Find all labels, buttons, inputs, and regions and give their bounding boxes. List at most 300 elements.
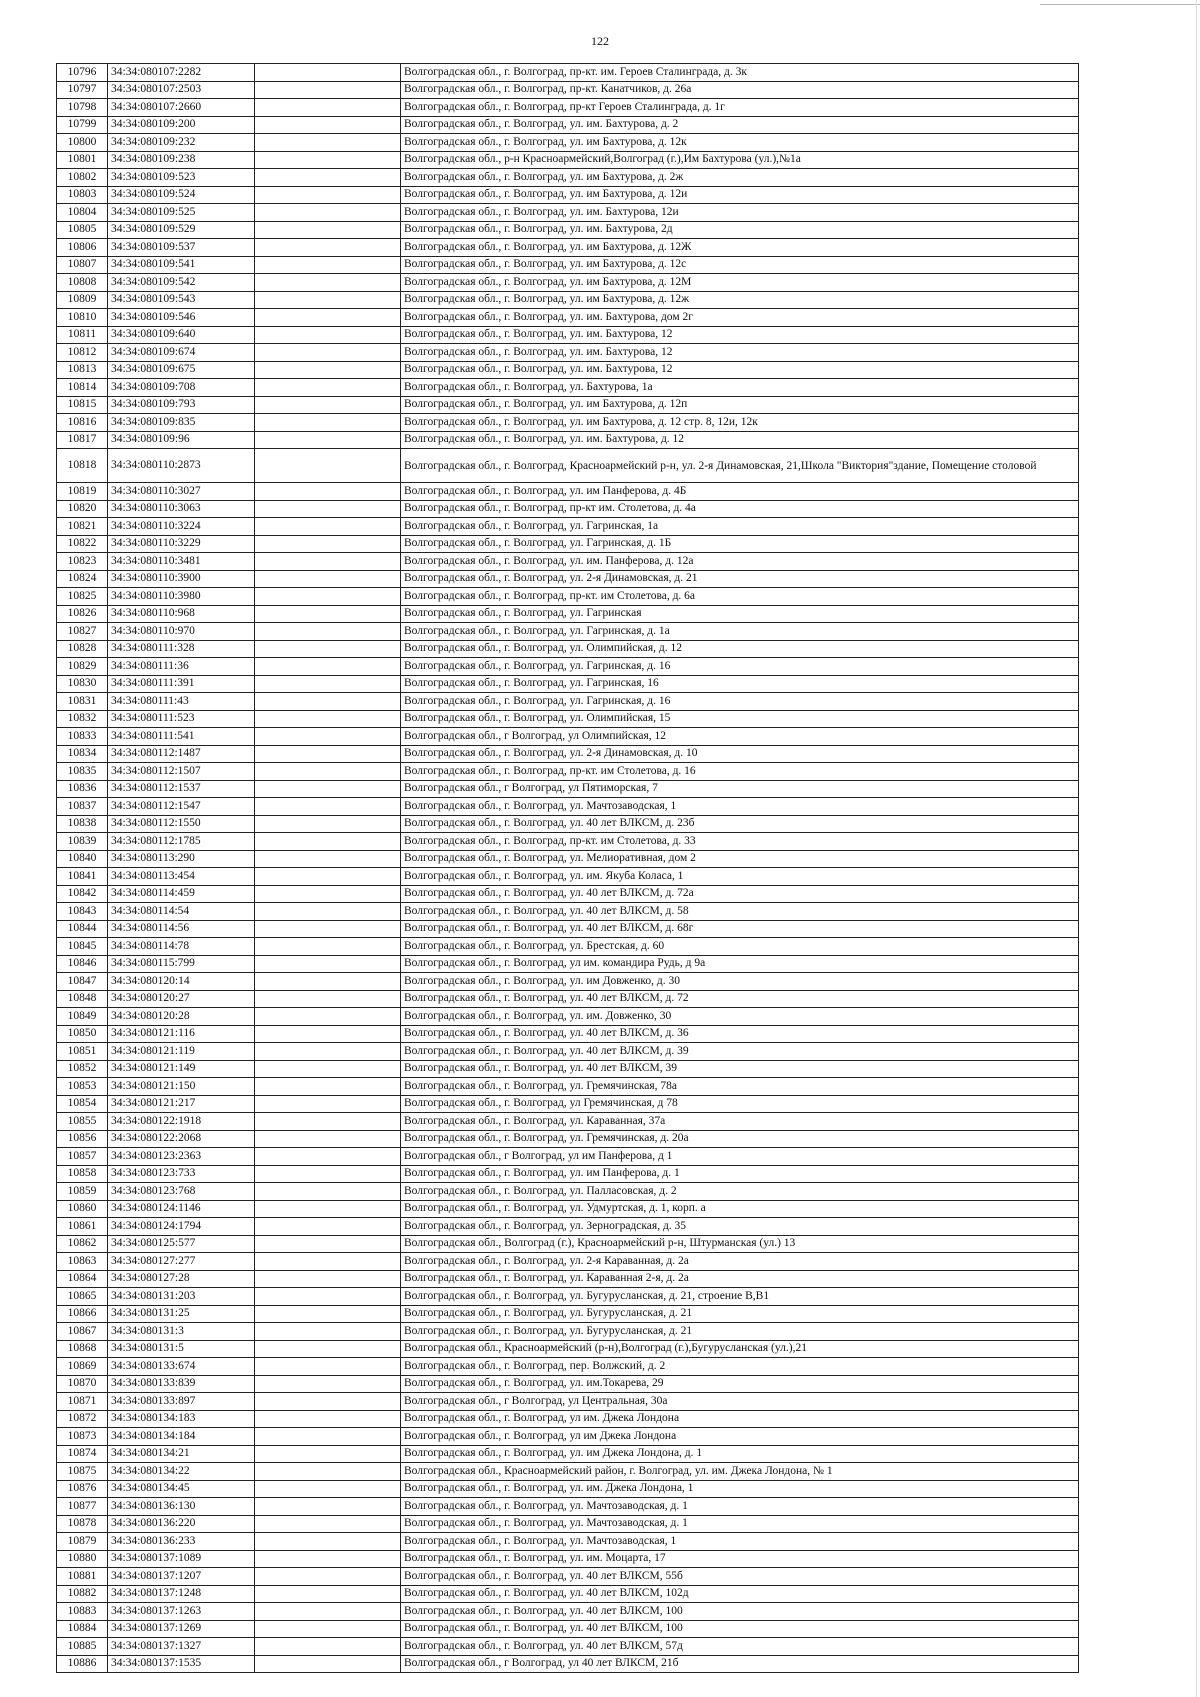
table-row [57,1060,1079,1078]
address-cell: Волгоградская обл., г. Волгоград, ул. им. Бахтурова, 12и [401,204,1079,222]
empty-cell [255,990,401,1008]
cadastral-number-cell: 34:34:080125:577 [108,1235,255,1253]
row-number-cell: 10811 [57,326,108,344]
table-row [57,1358,1079,1376]
row-number-cell: 10813 [57,361,108,379]
table-row [57,885,1079,903]
row-number-cell: 10806 [57,239,108,257]
empty-cell [255,1428,401,1446]
table-row [57,1533,1079,1551]
empty-cell [255,396,401,414]
row-number-cell: 10854 [57,1095,108,1113]
row-number-cell: 10879 [57,1533,108,1551]
empty-cell [255,1620,401,1638]
row-number-cell: 10826 [57,605,108,623]
address-cell: Волгоградская обл., г. Волгоград, ул им Джека Лондона [401,1428,1079,1446]
row-number-cell: 10853 [57,1078,108,1096]
table-row [57,605,1079,623]
cadastral-number-cell: 34:34:080137:1535 [108,1655,255,1673]
cadastral-number-cell: 34:34:080131:3 [108,1323,255,1341]
row-number-cell: 10820 [57,500,108,518]
cadastral-number-cell: 34:34:080121:217 [108,1095,255,1113]
address-cell: Волгоградская обл., г. Волгоград, ул. 2-я Динамовская, д. 21 [401,570,1079,588]
empty-cell [255,1025,401,1043]
cadastral-number-cell: 34:34:080111:36 [108,658,255,676]
cadastral-number-cell: 34:34:080110:970 [108,623,255,641]
table-row [57,500,1079,518]
table-row [57,99,1079,117]
address-cell: Волгоградская обл., г. Волгоград, ул. им. Моцарта, 17 [401,1550,1079,1568]
table-row [57,535,1079,553]
cadastral-number-cell: 34:34:080112:1547 [108,798,255,816]
address-cell: Волгоградская обл., г Волгоград, ул Пятиморская, 7 [401,780,1079,798]
row-number-cell: 10832 [57,710,108,728]
address-cell: Волгоградская обл., г. Волгоград, ул. им Бахтурова, д. 12и [401,186,1079,204]
address-cell: Волгоградская обл., р-н Красноармейский,Волгоград (г.),Им Бахтурова (ул.),№1а [401,151,1079,169]
address-cell: Волгоградская обл., г. Волгоград, ул. Мачтозаводская, 1 [401,1533,1079,1551]
row-number-cell: 10821 [57,518,108,536]
address-cell: Волгоградская обл., г. Волгоград, ул. Гремячинская, д. 20а [401,1130,1079,1148]
table-row [57,1480,1079,1498]
cadastral-number-cell: 34:34:080110:3224 [108,518,255,536]
address-cell: Волгоградская обл., г. Волгоград, пер. Волжский, д. 2 [401,1358,1079,1376]
address-cell: Волгоградская обл., г. Волгоград, пр-кт Героев Сталинграда, д. 1г [401,99,1079,117]
row-number-cell: 10824 [57,570,108,588]
empty-cell [255,1603,401,1621]
row-number-cell: 10858 [57,1165,108,1183]
empty-cell [255,570,401,588]
address-cell: Волгоградская обл., г. Волгоград, ул им. Джека Лондона [401,1410,1079,1428]
row-number-cell: 10800 [57,134,108,152]
empty-cell [255,1638,401,1656]
table-row [57,640,1079,658]
cadastral-number-cell: 34:34:080120:28 [108,1008,255,1026]
empty-cell [255,1165,401,1183]
row-number-cell: 10881 [57,1568,108,1586]
row-number-cell: 10807 [57,256,108,274]
table-row [57,920,1079,938]
cadastral-number-cell: 34:34:080109:542 [108,274,255,292]
table-row [57,1008,1079,1026]
empty-cell [255,1480,401,1498]
table-row [57,326,1079,344]
empty-cell [255,204,401,222]
empty-cell [255,1130,401,1148]
cadastral-number-cell: 34:34:080134:183 [108,1410,255,1428]
address-cell: Волгоградская обл., г. Волгоград, Красноармейский р-н, ул. 2-я Динамовская, 21,Школа "Виктория"здание, Помещение столовой [401,449,1079,483]
table-row [57,186,1079,204]
empty-cell [255,675,401,693]
row-number-cell: 10878 [57,1515,108,1533]
cadastral-number-cell: 34:34:080115:799 [108,955,255,973]
table-row [57,850,1079,868]
table-row [57,798,1079,816]
row-number-cell: 10823 [57,553,108,571]
cadastral-number-cell: 34:34:080133:897 [108,1393,255,1411]
empty-cell [255,850,401,868]
address-cell: Волгоградская обл., г. Волгоград, ул. Гагринская [401,605,1079,623]
empty-cell [255,1235,401,1253]
table-row [57,1253,1079,1271]
row-number-cell: 10847 [57,973,108,991]
table-row [57,1620,1079,1638]
row-number-cell: 10840 [57,850,108,868]
cadastral-number-cell: 34:34:080111:43 [108,693,255,711]
cadastral-number-cell: 34:34:080134:21 [108,1445,255,1463]
table-row [57,1113,1079,1131]
address-cell: Волгоградская обл., г. Волгоград, ул. им. Бахтурова, дом 2г [401,309,1079,327]
empty-cell [255,291,401,309]
address-cell: Волгоградская обл., г. Волгоград, ул. им Бахтурова, д. 12 стр. 8, 12и, 12к [401,414,1079,432]
address-cell: Волгоградская обл., г. Волгоград, ул. им Довженко, д. 30 [401,973,1079,991]
row-number-cell: 10808 [57,274,108,292]
cadastral-number-cell: 34:34:080111:541 [108,728,255,746]
address-cell: Волгоградская обл., г. Волгоград, ул. Удмуртская, д. 1, корп. а [401,1200,1079,1218]
empty-cell [255,903,401,921]
table-row [57,745,1079,763]
cadastral-number-cell: 34:34:080109:232 [108,134,255,152]
address-cell: Волгоградская обл., г. Волгоград, ул. Олимпийская, д. 12 [401,640,1079,658]
address-cell: Волгоградская обл., г. Волгоград, пр-кт. им Столетова, д. 6а [401,588,1079,606]
row-number-cell: 10815 [57,396,108,414]
row-number-cell: 10841 [57,868,108,886]
table-row [57,763,1079,781]
table-row [57,710,1079,728]
table-row [57,1025,1079,1043]
cadastral-number-cell: 34:34:080122:1918 [108,1113,255,1131]
row-number-cell: 10852 [57,1060,108,1078]
cadastral-number-cell: 34:34:080121:150 [108,1078,255,1096]
empty-cell [255,798,401,816]
empty-cell [255,500,401,518]
empty-cell [255,640,401,658]
address-cell: Волгоградская обл., г. Волгоград, ул. им Бахтурова, д. 12п [401,396,1079,414]
empty-cell [255,1410,401,1428]
empty-cell [255,1305,401,1323]
row-number-cell: 10851 [57,1043,108,1061]
cadastral-number-cell: 34:34:080137:1263 [108,1603,255,1621]
empty-cell [255,1533,401,1551]
address-cell: Волгоградская обл., г. Волгоград, ул им. командира Рудь, д 9а [401,955,1079,973]
table-row [57,344,1079,362]
address-cell: Волгоградская обл., г. Волгоград, ул. им. Бахтурова, 12 [401,361,1079,379]
empty-cell [255,221,401,239]
scan-edge-mark-right [1196,0,1197,1697]
cadastral-number-cell: 34:34:080120:14 [108,973,255,991]
cadastral-number-cell: 34:34:080109:541 [108,256,255,274]
table-row [57,938,1079,956]
cadastral-number-cell: 34:34:080137:1089 [108,1550,255,1568]
page-number: 122 [591,34,609,48]
table-row [57,1410,1079,1428]
empty-cell [255,326,401,344]
empty-cell [255,885,401,903]
row-number-cell: 10825 [57,588,108,606]
address-cell: Волгоградская обл., г Волгоград, ул 40 лет ВЛКСМ, 21б [401,1655,1079,1673]
table-row [57,134,1079,152]
address-cell: Волгоградская обл., г. Волгоград, ул. 40 лет ВЛКСМ, д. 58 [401,903,1079,921]
cadastral-number-cell: 34:34:080111:328 [108,640,255,658]
row-number-cell: 10833 [57,728,108,746]
cadastral-number-cell: 34:34:080107:2503 [108,81,255,99]
table-row [57,903,1079,921]
address-cell: Волгоградская обл., г. Волгоград, ул. им Бахтурова, д. 2ж [401,169,1079,187]
cadastral-number-cell: 34:34:080127:28 [108,1270,255,1288]
table-row [57,204,1079,222]
address-cell: Волгоградская обл., г. Волгоград, ул. им. Довженко, 30 [401,1008,1079,1026]
table-row [57,414,1079,432]
empty-cell [255,833,401,851]
cadastral-number-cell: 34:34:080131:203 [108,1288,255,1306]
row-number-cell: 10876 [57,1480,108,1498]
empty-cell [255,1043,401,1061]
empty-cell [255,1200,401,1218]
table-row [57,1235,1079,1253]
cadastral-number-cell: 34:34:080109:793 [108,396,255,414]
cadastral-number-cell: 34:34:080137:1327 [108,1638,255,1656]
empty-cell [255,868,401,886]
cadastral-number-cell: 34:34:080109:708 [108,379,255,397]
table-row [57,868,1079,886]
registry-table-body [57,64,1079,1673]
row-number-cell: 10882 [57,1585,108,1603]
empty-cell [255,1095,401,1113]
table-row [57,151,1079,169]
cadastral-number-cell: 34:34:080137:1269 [108,1620,255,1638]
row-number-cell: 10863 [57,1253,108,1271]
cadastral-number-cell: 34:34:080109:543 [108,291,255,309]
empty-cell [255,361,401,379]
cadastral-number-cell: 34:34:080107:2660 [108,99,255,117]
address-cell: Волгоградская обл., г. Волгоград, ул. Караванная, 37а [401,1113,1079,1131]
row-number-cell: 10856 [57,1130,108,1148]
address-cell: Волгоградская обл., г. Волгоград, ул. Бугурусланская, д. 21 [401,1323,1079,1341]
row-number-cell: 10818 [57,449,108,483]
empty-cell [255,1393,401,1411]
address-cell: Волгоградская обл., г. Волгоград, ул. им. Панферова, д. 12а [401,553,1079,571]
row-number-cell: 10845 [57,938,108,956]
cadastral-number-cell: 34:34:080112:1550 [108,815,255,833]
table-row [57,1078,1079,1096]
address-cell: Волгоградская обл., г. Волгоград, ул. Гагринская, д. 1а [401,623,1079,641]
cadastral-number-cell: 34:34:080109:537 [108,239,255,257]
empty-cell [255,379,401,397]
table-row [57,239,1079,257]
row-number-cell: 10869 [57,1358,108,1376]
empty-cell [255,1445,401,1463]
empty-cell [255,256,401,274]
cadastral-number-cell: 34:34:080136:220 [108,1515,255,1533]
row-number-cell: 10812 [57,344,108,362]
table-row [57,64,1079,82]
row-number-cell: 10886 [57,1655,108,1673]
table-row [57,431,1079,449]
table-row [57,1603,1079,1621]
row-number-cell: 10873 [57,1428,108,1446]
table-row [57,570,1079,588]
cadastral-number-cell: 34:34:080127:277 [108,1253,255,1271]
row-number-cell: 10846 [57,955,108,973]
empty-cell [255,693,401,711]
table-row [57,553,1079,571]
address-cell: Волгоградская обл., г. Волгоград, ул. 2-я Караванная, д. 2а [401,1253,1079,1271]
cadastral-number-cell: 34:34:080114:459 [108,885,255,903]
address-cell: Волгоградская обл., г. Волгоград, ул. им. Джека Лондона, 1 [401,1480,1079,1498]
cadastral-number-cell: 34:34:080109:525 [108,204,255,222]
cadastral-number-cell: 34:34:080112:1487 [108,745,255,763]
row-number-cell: 10880 [57,1550,108,1568]
address-cell: Волгоградская обл., г. Волгоград, ул. 40 лет ВЛКСМ, д. 36 [401,1025,1079,1043]
empty-cell [255,81,401,99]
address-cell: Волгоградская обл., г. Волгоград, ул. 40 лет ВЛКСМ, 100 [401,1620,1079,1638]
row-number-cell: 10799 [57,116,108,134]
table-row [57,623,1079,641]
empty-cell [255,815,401,833]
empty-cell [255,449,401,483]
cadastral-number-cell: 34:34:080131:5 [108,1340,255,1358]
address-cell: Волгоградская обл., г. Волгоград, ул. 40 лет ВЛКСМ, 57д [401,1638,1079,1656]
empty-cell [255,1253,401,1271]
row-number-cell: 10864 [57,1270,108,1288]
cadastral-number-cell: 34:34:080109:546 [108,309,255,327]
cadastral-number-cell: 34:34:080136:130 [108,1498,255,1516]
address-cell: Волгоградская обл., г. Волгоград, ул. Гагринская, 16 [401,675,1079,693]
address-cell: Волгоградская обл., г. Волгоград, ул. им. Якуба Коласа, 1 [401,868,1079,886]
cadastral-number-cell: 34:34:080133:674 [108,1358,255,1376]
empty-cell [255,414,401,432]
address-cell: Волгоградская обл., г. Волгоград, ул. Зерноградская, д. 35 [401,1218,1079,1236]
empty-cell [255,1568,401,1586]
table-row [57,1043,1079,1061]
cadastral-number-cell: 34:34:080109:835 [108,414,255,432]
empty-cell [255,623,401,641]
address-cell: Волгоградская обл., г. Волгоград, ул. Гагринская, 1а [401,518,1079,536]
table-row [57,449,1079,483]
empty-cell [255,99,401,117]
empty-cell [255,1515,401,1533]
row-number-cell: 10798 [57,99,108,117]
row-number-cell: 10803 [57,186,108,204]
empty-cell [255,938,401,956]
address-cell: Волгоградская обл., г. Волгоград, ул. им Бахтурова, д. 12Ж [401,239,1079,257]
row-number-cell: 10831 [57,693,108,711]
address-cell: Волгоградская обл., г. Волгоград, ул. Бугурусланская, д. 21, строение В,В1 [401,1288,1079,1306]
address-cell: Волгоградская обл., г. Волгоград, ул. им Бахтурова, д. 12к [401,134,1079,152]
address-cell: Волгоградская обл., г Волгоград, ул Олимпийская, 12 [401,728,1079,746]
row-number-cell: 10850 [57,1025,108,1043]
cadastral-number-cell: 34:34:080123:733 [108,1165,255,1183]
row-number-cell: 10867 [57,1323,108,1341]
table-row [57,973,1079,991]
address-cell: Волгоградская обл., г. Волгоград, ул. Мачтозаводская, 1 [401,798,1079,816]
table-row [57,1655,1079,1673]
empty-cell [255,518,401,536]
table-row [57,955,1079,973]
table-row [57,1148,1079,1166]
address-cell: Волгоградская обл., г. Волгоград, ул. Мелиоративная, дом 2 [401,850,1079,868]
row-number-cell: 10857 [57,1148,108,1166]
row-number-cell: 10862 [57,1235,108,1253]
scan-edge-mark [1040,4,1200,5]
row-number-cell: 10816 [57,414,108,432]
empty-cell [255,116,401,134]
empty-cell [255,169,401,187]
cadastral-number-cell: 34:34:080114:56 [108,920,255,938]
cadastral-number-cell: 34:34:080109:200 [108,116,255,134]
address-cell: Волгоградская обл., г. Волгоград, ул. 40 лет ВЛКСМ, 39 [401,1060,1079,1078]
cadastral-number-cell: 34:34:080107:2282 [108,64,255,82]
address-cell: Волгоградская обл., Красноармейский (р-н),Волгоград (г.),Бугурусланская (ул.),21 [401,1340,1079,1358]
table-row [57,169,1079,187]
address-cell: Волгоградская обл., Волгоград (г.), Красноармейский р-н, Штурманская (ул.) 13 [401,1235,1079,1253]
row-number-cell: 10817 [57,431,108,449]
table-row [57,1095,1079,1113]
address-cell: Волгоградская обл., г. Волгоград, ул. им Бахтурова, д. 12М [401,274,1079,292]
row-number-cell: 10874 [57,1445,108,1463]
cadastral-number-cell: 34:34:080137:1207 [108,1568,255,1586]
address-cell: Волгоградская обл., г. Волгоград, пр-кт. им Столетова, д. 33 [401,833,1079,851]
cadastral-number-cell: 34:34:080136:233 [108,1533,255,1551]
address-cell: Волгоградская обл., г. Волгоград, ул. Гремячинская, 78а [401,1078,1079,1096]
empty-cell [255,780,401,798]
empty-cell [255,134,401,152]
empty-cell [255,1288,401,1306]
row-number-cell: 10870 [57,1375,108,1393]
address-cell: Волгоградская обл., г. Волгоград, ул. им Панферова, д. 4Б [401,483,1079,501]
address-cell: Волгоградская обл., г. Волгоград, ул. Гагринская, д. 1Б [401,535,1079,553]
empty-cell [255,151,401,169]
cadastral-number-cell: 34:34:080110:3229 [108,535,255,553]
cadastral-number-cell: 34:34:080109:238 [108,151,255,169]
cadastral-number-cell: 34:34:080124:1146 [108,1200,255,1218]
table-row [57,728,1079,746]
address-cell: Волгоградская обл., г. Волгоград, ул. им.Токарева, 29 [401,1375,1079,1393]
table-row [57,483,1079,501]
empty-cell [255,1498,401,1516]
empty-cell [255,309,401,327]
row-number-cell: 10809 [57,291,108,309]
empty-cell [255,1550,401,1568]
empty-cell [255,239,401,257]
cadastral-number-cell: 34:34:080120:27 [108,990,255,1008]
row-number-cell: 10884 [57,1620,108,1638]
address-cell: Волгоградская обл., г Волгоград, ул Центральная, 30а [401,1393,1079,1411]
table-row [57,396,1079,414]
table-row [57,81,1079,99]
row-number-cell: 10844 [57,920,108,938]
cadastral-number-cell: 34:34:080112:1785 [108,833,255,851]
row-number-cell: 10835 [57,763,108,781]
cadastral-number-cell: 34:34:080109:675 [108,361,255,379]
cadastral-number-cell: 34:34:080110:3027 [108,483,255,501]
row-number-cell: 10822 [57,535,108,553]
row-number-cell: 10866 [57,1305,108,1323]
table-row [57,1270,1079,1288]
row-number-cell: 10885 [57,1638,108,1656]
row-number-cell: 10877 [57,1498,108,1516]
empty-cell [255,1375,401,1393]
table-row [57,1638,1079,1656]
address-cell: Волгоградская обл., г. Волгоград, ул. им. Бахтурова, 12 [401,326,1079,344]
row-number-cell: 10849 [57,1008,108,1026]
cadastral-number-cell: 34:34:080111:523 [108,710,255,728]
empty-cell [255,1655,401,1673]
row-number-cell: 10805 [57,221,108,239]
table-row [57,1585,1079,1603]
row-number-cell: 10871 [57,1393,108,1411]
row-number-cell: 10819 [57,483,108,501]
empty-cell [255,1270,401,1288]
